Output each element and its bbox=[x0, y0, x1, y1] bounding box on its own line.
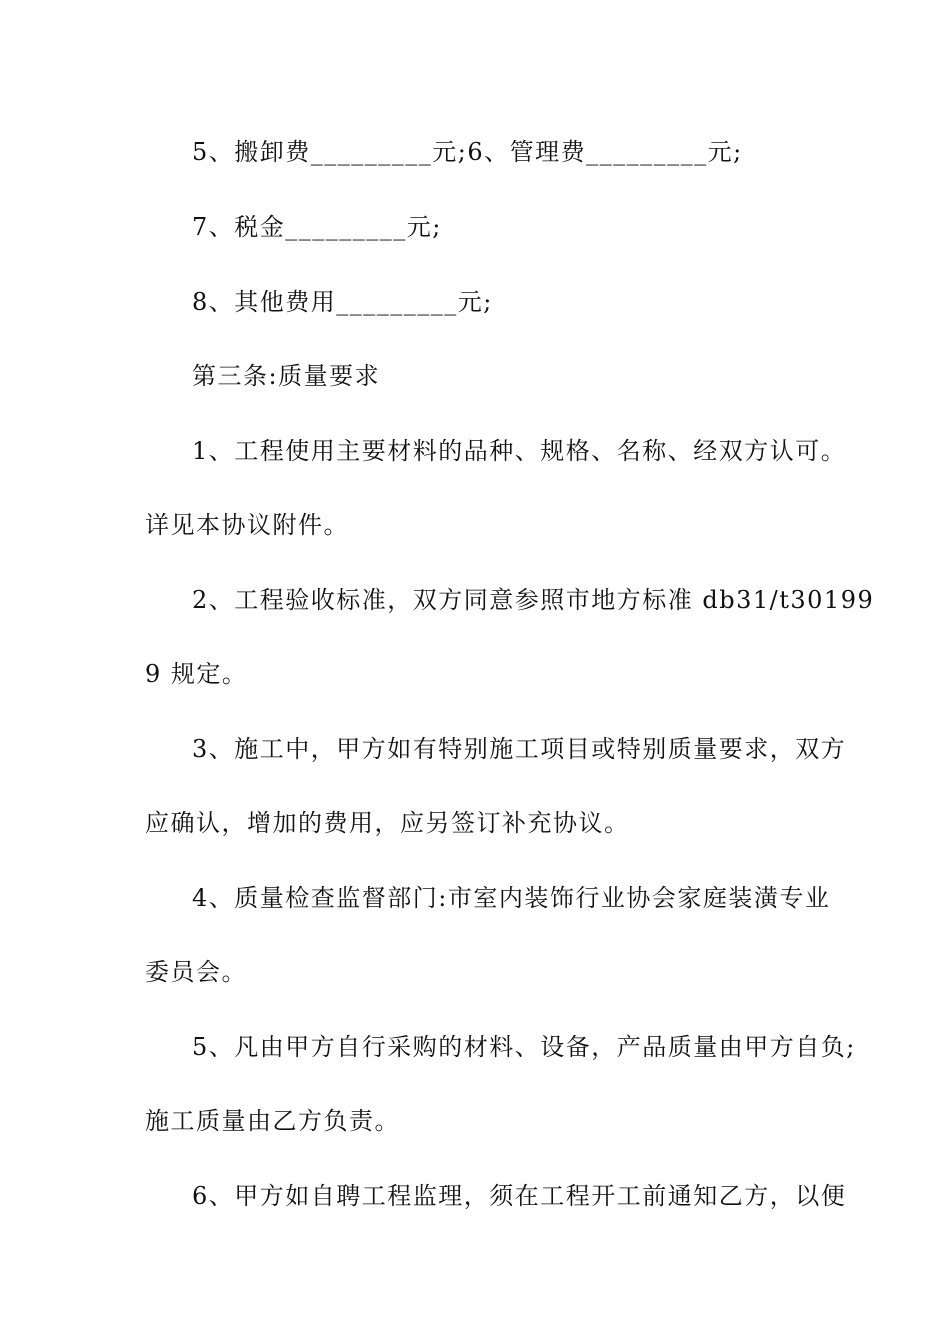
text-line-fee-moving-management: 5、搬卸费_________元;6、管理费_________元; bbox=[192, 138, 743, 166]
text-line-tax: 7、税金_________元; bbox=[192, 213, 442, 241]
paragraph-2-line-1: 2、工程验收标准，双方同意参照市地方标准 db31/t30199 bbox=[192, 586, 875, 614]
paragraph-4-line-1: 4、质量检查监督部门:市室内装饰行业协会家庭装潢专业 bbox=[192, 884, 831, 912]
paragraph-5-line-2: 施工质量由乙方负责。 bbox=[145, 1107, 400, 1135]
paragraph-1-line-1: 1、工程使用主要材料的品种、规格、名称、经双方认可。 bbox=[192, 437, 847, 465]
paragraph-3-line-2: 应确认，增加的费用，应另签订补充协议。 bbox=[145, 809, 630, 837]
paragraph-6-line-1: 6、甲方如自聘工程监理，须在工程开工前通知乙方，以便 bbox=[192, 1182, 847, 1210]
paragraph-1-line-2: 详见本协议附件。 bbox=[145, 511, 349, 539]
paragraph-3-line-1: 3、施工中，甲方如有特别施工项目或特别质量要求，双方 bbox=[192, 735, 847, 763]
paragraph-2-line-2: 9 规定。 bbox=[145, 660, 248, 688]
text-line-other-fees: 8、其他费用_________元; bbox=[192, 288, 493, 316]
section-heading-quality: 第三条:质量要求 bbox=[192, 362, 381, 390]
paragraph-5-line-1: 5、凡由甲方自行采购的材料、设备，产品质量由甲方自负; bbox=[192, 1033, 856, 1061]
paragraph-4-line-2: 委员会。 bbox=[145, 958, 247, 986]
